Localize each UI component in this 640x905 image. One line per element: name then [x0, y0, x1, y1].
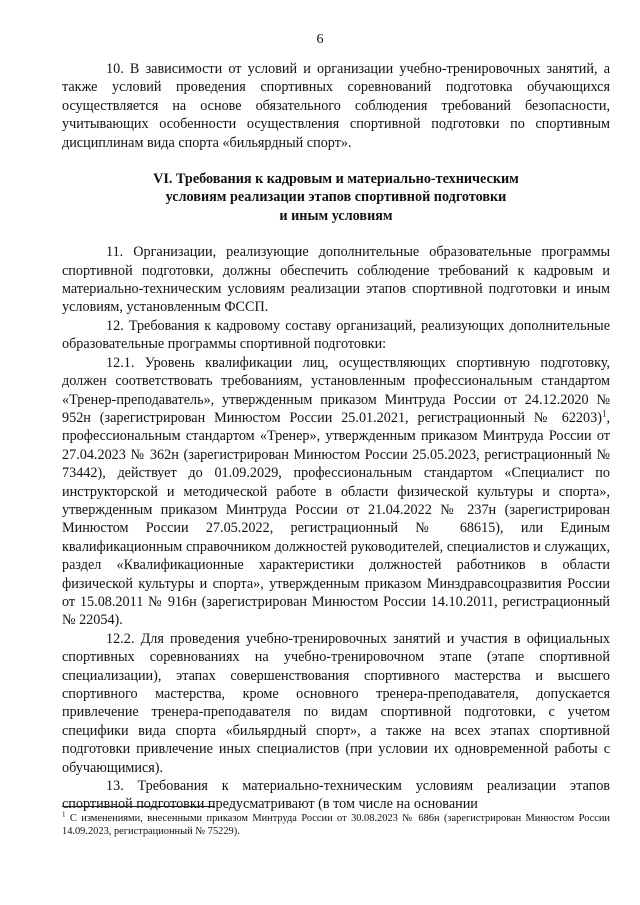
paragraph-12-1-part-a: 12.1. Уровень квалификации лиц, осуществляющих спортивную подготовку, должен соответствовать требованиям, установленным профессиональным стандартом «Тренер-преподаватель», утвержденным приказом Минтруда России от 24.12.2020 № 952н (зарегистрирован Минюстом России 25.01.2021, регистрационный № 62203)	[62, 354, 610, 426]
section-heading-line2: условиям реализации этапов спортивной подготовки	[165, 189, 507, 206]
footnote	[62, 812, 610, 838]
paragraph-13: 13. Требования к материально-техническим условиям реализации этапов спортивной подготовки предусматривают (в том числе на основании	[62, 778, 610, 813]
section-heading	[62, 170, 610, 225]
paragraph-12: 12. Требования к кадровому составу организаций, реализующих дополнительные образовательные программы спортивной подготовки:	[62, 317, 610, 353]
paragraph-10: 10. В зависимости от условий и организации учебно-тренировочных занятий, а также условий проведения спортивных соревнований подготовка обучающихся осуществляется на основе обязательного соблюдения требований безопасности, учитывающих особенности осуществления спортивной подготовки по спортивным дисциплинам вида спорта «бильярдный спорт».	[62, 61, 610, 151]
footnote-text: С изменениями, внесенными приказом Минтруда России от 30.08.2023 № 686н (зарегистрирован Минюстом России 14.09.2023, регистрационный № 75229).	[62, 813, 610, 837]
section-heading-line3: и иным условиям	[279, 207, 393, 224]
page-number: 6	[316, 32, 324, 47]
paragraph-11: 11. Организации, реализующие дополнительные образовательные программы спортивной подготовки, должны обеспечить соблюдение требований к кадровым и материально-техническим условиям реализации этапов спортивной подготовки и иным условиям, установленным ФССП.	[62, 244, 610, 316]
paragraph-12-2: 12.2. Для проведения учебно-тренировочных занятий и участия в официальных спортивных соревнованиях на учебно-тренировочном этапе (этапе спортивной специализации), этапах совершенствования спортивного мастерства и высшего спортивного мастерства, кроме основного тренера-преподавателя, допускается привлечение тренера-преподавателя по видам спортивной подготовки, с учетом специфики вида спорта «бильярдный спорт», а также на всех этапах спортивной подготовки привлечение иных специалистов (при условии их одновременной работы с обучающимися).	[62, 630, 610, 776]
document-body	[62, 60, 610, 814]
footnote-mark: 1	[62, 810, 66, 819]
section-heading-line1: VI. Требования к кадровым и материально-техническим	[153, 171, 519, 188]
paragraph-12-1-part-b: , профессиональным стандартом «Тренер», утвержденным приказом Минтруда России от 27.04.2023 № 362н (зарегистрирован Минюстом России 25.05.2023, регистрационный № 73442), действует до 01.09.2029, профессиональным стандартом «Специалист по инструкторской и методической работе в области физической культуры и спорта», утвержденным приказом Минтруда России от 21.04.2022 № 237н (зарегистрирован Минюстом России 27.05.2022, регистрационный № 68615), или Единым квалификационным справочником должностей руководителей, специалистов и служащих, раздел «Квалификационные характеристики должностей работников в области физической культуры и спорта», утвержденным приказом Минздравсоцразвития России от 15.08.2011 № 916н (зарегистрирован Минюстом России 14.10.2011, регистрационный № 22054).	[62, 409, 610, 629]
footnote-divider	[62, 806, 215, 807]
paragraph-12-1	[62, 354, 610, 630]
footnote-reference: 1	[601, 408, 607, 419]
